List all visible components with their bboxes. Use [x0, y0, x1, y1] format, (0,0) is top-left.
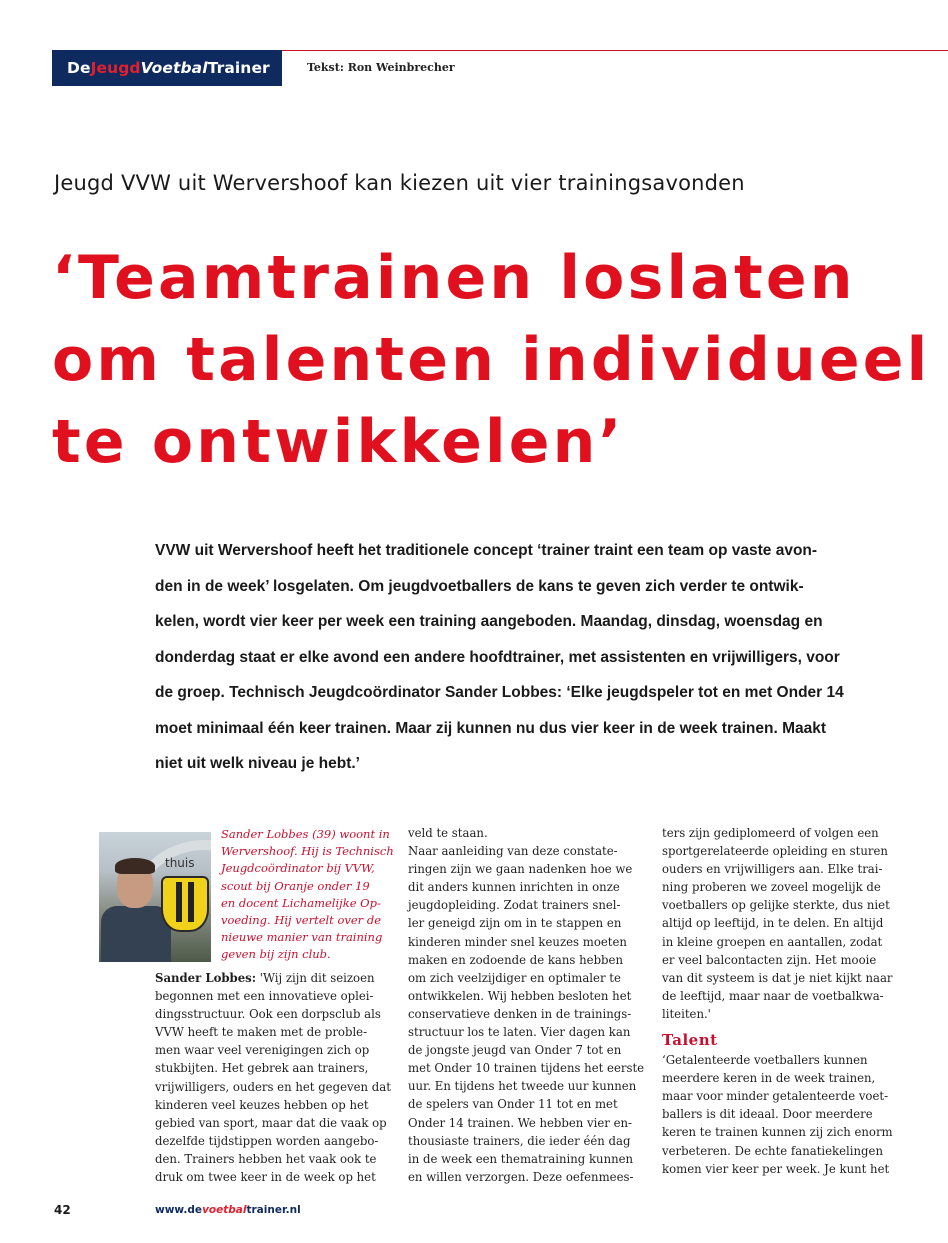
- caption-line: voeding. Hij vertelt over de: [221, 913, 382, 928]
- body-line: conservatieve denken in de trainings-: [408, 1006, 632, 1021]
- body-line: ‘Getalenteerde voetballers kunnen: [662, 1053, 868, 1068]
- body-line: ouders en vrijwilligers aan. Elke trai-: [662, 862, 883, 877]
- article-kicker: Jeugd VVW uit Wervershoof kan kiezen uit vier trainingsavonden: [54, 171, 745, 195]
- body-line: men waar veel verenigingen zich op: [155, 1043, 370, 1058]
- body-line: altijd op leeftijd, in te delen. En altijd: [662, 916, 884, 931]
- intro-line: den in de week’ losgelaten. Om jeugdvoetballers de kans te geven zich verder te ontwik-: [155, 577, 804, 595]
- body-line: jeugdopleiding. Zodat trainers snel-: [408, 898, 621, 913]
- body-column-1: [155, 969, 395, 1186]
- body-line: kinderen veel keuzes hebben op het: [155, 1097, 369, 1112]
- caption-line: nieuwe manier van training: [221, 930, 383, 945]
- body-line: Onder 14 trainen. We hebben vier en-: [408, 1115, 632, 1130]
- url-part-highlight: voetbal: [202, 1204, 247, 1216]
- magazine-logo: [52, 50, 282, 86]
- body-line: er veel balcontacten zijn. Het mooie: [662, 952, 877, 967]
- intro-line: donderdag staat er elke avond een andere hoofdtrainer, met assistenten en vrijwilligers, voor: [155, 648, 840, 666]
- intro-line: VVW uit Wervershoof heeft het traditionele concept ‘trainer traint een team op vaste avon-: [155, 542, 818, 559]
- body-line: verbeteren. De echte fanatiekelingen: [662, 1143, 883, 1158]
- caption-line: Wervershoof. Hij is Technisch: [221, 844, 394, 859]
- intro-line: niet uit welk niveau je hebt.’: [155, 755, 360, 772]
- body-line: liteiten.': [662, 1006, 711, 1021]
- caption-line: en docent Lichamelijke Op-: [221, 895, 381, 910]
- headline-line: ‘Teamtrainen loslaten: [52, 243, 856, 313]
- body-line: ballers is dit ideaal. Door meerdere: [662, 1107, 873, 1122]
- body-line: stukbijten. Het gebrek aan trainers,: [155, 1061, 369, 1076]
- photo-sign-text: thuis: [165, 856, 195, 870]
- logo-part-voetbal: Voetbal: [140, 59, 208, 77]
- page-number: 42: [54, 1203, 71, 1217]
- body-column-2: [408, 824, 648, 1186]
- logo-part-de: De: [67, 59, 91, 77]
- section-subhead: Talent: [662, 1031, 718, 1050]
- body-line: in kleine groepen en aantallen, zodat: [662, 934, 883, 949]
- photo-caption: [221, 826, 406, 964]
- article-headline: [52, 237, 932, 483]
- byline: Tekst: Ron Weinbrecher: [307, 61, 455, 74]
- body-line: ning proberen we zoveel mogelijk de: [662, 880, 881, 895]
- body-line: thousiaste trainers, die ieder één dag: [408, 1133, 631, 1148]
- intro-line: moet minimaal één keer trainen. Maar zij kunnen nu dus vier keer in de week trainen. Maakt: [155, 719, 827, 737]
- body-line: dingsstructuur. Ook een dorpsclub als: [155, 1007, 381, 1022]
- body-line: komen vier keer per week. Je kunt het: [662, 1161, 890, 1176]
- headline-line: te ontwikkelen’: [52, 407, 625, 477]
- body-line: de spelers van Onder 11 tot en met: [408, 1097, 618, 1112]
- person-hair: [115, 858, 155, 874]
- body-line: uur. En tijdens het tweede uur kunnen: [408, 1079, 637, 1094]
- portrait-photo: [99, 832, 211, 962]
- body-line: [155, 969, 395, 987]
- body-line: van dit systeem is dat je niet kijkt naar: [662, 970, 893, 985]
- body-line: en willen verzorgen. Deze oefenmees-: [408, 1169, 634, 1184]
- body-line: kinderen minder snel keuzes moeten: [408, 934, 627, 949]
- body-column-3: [662, 824, 902, 1178]
- caption-line: scout bij Oranje onder 19: [221, 878, 370, 893]
- logo-part-trainer: Trainer: [207, 59, 270, 77]
- intro-line: de groep. Technisch Jeugdcoördinator Sander Lobbes: ‘Elke jeugdspeler tot en met Onder 14: [155, 684, 844, 701]
- body-line: maken en zodoende de kans hebben: [408, 952, 623, 967]
- body-line: ler geneigd zijn om in te stappen en: [408, 916, 622, 931]
- body-line: sportgerelateerde opleiding en sturen: [662, 844, 888, 859]
- body-line: keren te trainen kunnen zij zich enorm: [662, 1125, 893, 1140]
- intro-line: kelen, wordt vier keer per week een training aangeboden. Maandag, dinsdag, woensdag en: [155, 613, 823, 630]
- body-line: begonnen met een innovatieve oplei-: [155, 989, 374, 1004]
- body-line: in de week een thematraining kunnen: [408, 1151, 634, 1166]
- body-line: ters zijn gediplomeerd of volgen een: [662, 826, 879, 840]
- body-line: dezelfde tijdstippen worden aangebo-: [155, 1133, 379, 1148]
- body-line: met Onder 10 trainen tijdens het eerste: [408, 1061, 645, 1076]
- body-line: voetballers op gelijke sterkte, dus niet: [662, 898, 890, 913]
- footer-url[interactable]: [155, 1204, 301, 1216]
- body-line: de leeftijd, maar naar de voetbalkwa-: [662, 988, 884, 1003]
- body-line: den. Trainers hebben het vaak ook te: [155, 1151, 377, 1166]
- body-line: VVW heeft te maken met de proble-: [155, 1025, 368, 1040]
- article-intro: [155, 533, 900, 782]
- body-line: om zich veelzijdiger en optimaler te: [408, 970, 621, 985]
- body-line: ontwikkelen. Wij hebben besloten het: [408, 988, 632, 1003]
- body-line: de jongste jeugd van Onder 7 tot en: [408, 1043, 622, 1058]
- url-part: www.de: [155, 1204, 203, 1216]
- body-line: structuur los te laten. Vier dagen kan: [408, 1025, 631, 1040]
- headline-line: om talenten individueel: [52, 325, 931, 395]
- body-line: ringen zijn we gaan nadenken hoe we: [408, 862, 633, 877]
- body-line: maar voor minder getalenteerde voet-: [662, 1089, 889, 1104]
- url-part: trainer.nl: [246, 1204, 301, 1216]
- logo-part-jeugd: Jeugd: [90, 59, 141, 77]
- body-line: vrijwilligers, ouders en het gegeven dat: [155, 1079, 391, 1094]
- body-line: gebied van sport, maar dat die vaak op: [155, 1115, 387, 1130]
- speaker-label: Sander Lobbes:: [155, 971, 257, 985]
- caption-line: geven bij zijn club.: [221, 947, 331, 962]
- caption-line: Sander Lobbes (39) woont in: [221, 827, 390, 841]
- body-line: meerdere keren in de week trainen,: [662, 1071, 876, 1086]
- body-line: veld te staan.: [408, 826, 488, 840]
- club-badge-icon: [161, 876, 209, 932]
- body-line: druk om twee keer in de week op het: [155, 1170, 376, 1185]
- caption-line: Jeugdcoördinator bij VVW,: [221, 861, 375, 876]
- body-line: Naar aanleiding van deze constate-: [408, 844, 618, 859]
- body-text: 'Wij zijn dit seizoen: [256, 971, 375, 985]
- header-rule: [282, 50, 948, 51]
- body-line: dit anders kunnen inrichten in onze: [408, 880, 620, 895]
